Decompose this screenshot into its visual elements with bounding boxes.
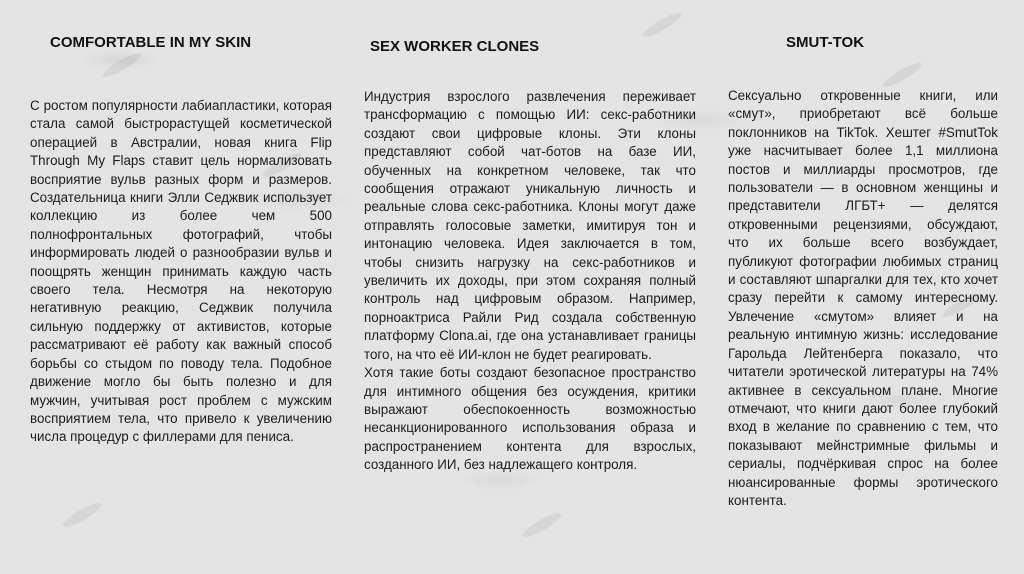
paragraph: Хотя такие боты создают безопасное пространство для интимного общения без осуждения, критики выражают обеспокоенность возможностью несанкционированного использования образа и распространением контента для взрослых, созданного ИИ, без надлежащего контроля.: [364, 365, 696, 473]
background-fish-decoration: [880, 60, 923, 91]
background-fish-decoration: [60, 500, 103, 531]
column-body: [728, 87, 998, 510]
paragraph: Индустрия взрослого развлечения переживает трансформацию с помощью ИИ: секс-работники создают свои цифровые клоны. Эти клоны представляют собой чат-ботов на базе ИИ, обученных на конкретном человеке, так что сообщения отражают уникальную личность и реальные слова секс-работника. Клоны могут даже отправлять голосовые заметки, имитируя тон и интонацию человека. Идея заключается в том, чтобы снизить нагрузку на секс-работников и увеличить их доходы, при этом сохраняя полный контроль над цифровым образом. Например, порноактриса Райли Рид создала собственную платформу Clona.ai, где она устанавливает границы того, на что её ИИ-клон не будет реагировать.: [364, 89, 696, 362]
column-title: COMFORTABLE IN MY SKIN: [50, 34, 252, 51]
paragraph: С ростом популярности лабиапластики, которая стала самой быстрорастущей косметической операцией в Австралии, новая книга Flip Through My Flaps ставит цель нормализовать восприятие вульв разных форм и размеров. Создательница книги Элли Седжвик использует коллекцию из более чем 500 полнофронтальных фотографий, чтобы информировать людей о разнообразии вульв и поощрять женщин принимать каждую часть своего тела. Несмотря на некоторую негативную реакцию, Седжвик получила сильную поддержку от активистов, которые рассматривают её работу как важный способ борьбы со стыдом по поводу тела. Подобное движение могло бы быть полезно и для мужчин, учитывая рост проблем с мужским восприятием тела, что привело к увеличению числа процедур с филлерами для пениса.: [30, 98, 332, 445]
background-fish-decoration: [520, 510, 563, 541]
column-body: [364, 88, 696, 475]
background-fish-decoration: [100, 50, 143, 81]
column-body: [30, 97, 332, 447]
column-title: SMUT-TOK: [786, 34, 865, 51]
paragraph: Сексуально откровенные книги, или «смут», приобретают всё больше поклонников на TikTok. Хештег #SmutTok уже насчитывает более 1,1 миллиона постов и миллиарды просмотров, где пользователи — в основном женщины и представители ЛГБТ+ — делятся откровенными рецензиями, обсуждают, что их больше всего возбуждает, публикуют фотографии любимых страниц и составляют шпаргалки для тех, кто хочет сразу перейти к самому интересному. Увлечение «смутом» влияет и на реальную интимную жизнь: исследование Гарольда Лейтенберга показало, что читатели эротической литературы на 74% активнее в сексуальном плане. Многие отмечают, что книги дают более глубокий вход в желание по сравнению с тем, что показывают мейнстримные фильмы и сериалы, подчёркивая спрос на более нюансированные формы эротического контента.: [728, 88, 998, 508]
background-fish-decoration: [640, 10, 683, 41]
column-title: SEX WORKER CLONES: [370, 38, 540, 55]
